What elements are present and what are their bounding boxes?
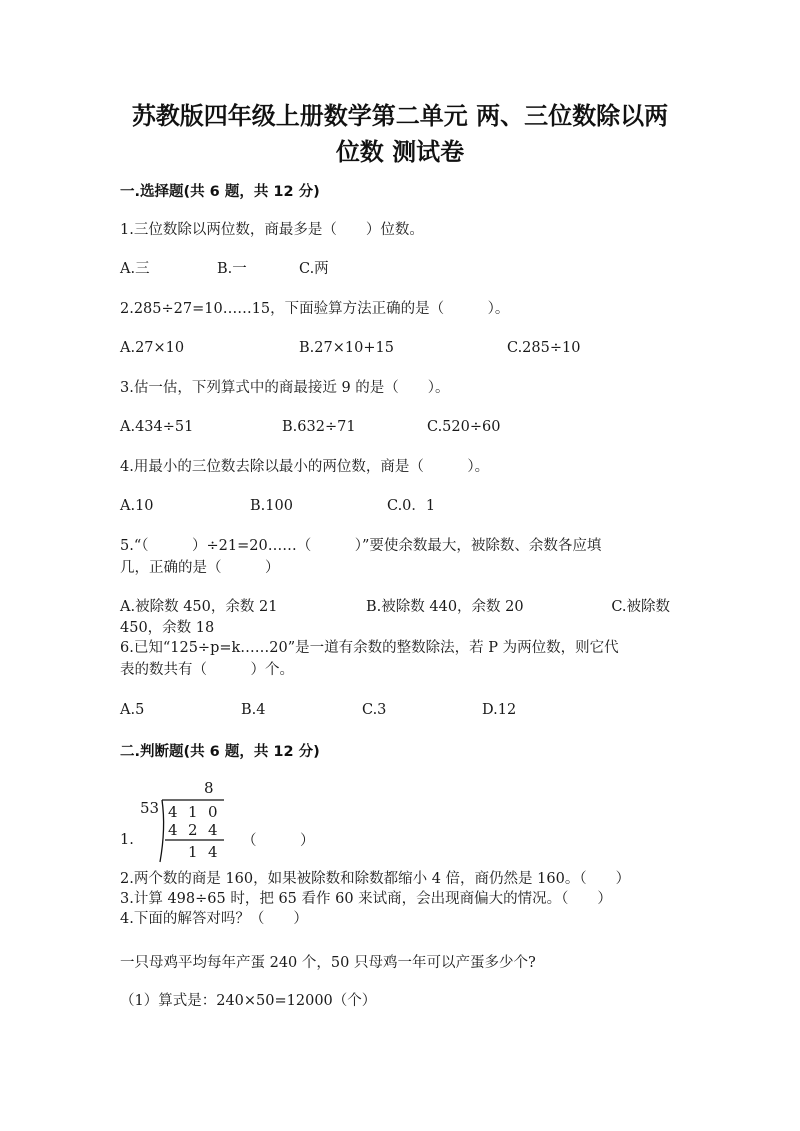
judgment-1-number: 1.	[120, 832, 134, 848]
question-5-option-a[interactable]: A.被除数 450，余数 21	[120, 599, 278, 615]
question-3-option-c[interactable]: C.520÷60	[427, 419, 501, 435]
long-division-figure	[140, 778, 230, 868]
product-digit: 4	[208, 821, 218, 839]
question-1-option-b[interactable]: B.一	[217, 261, 247, 277]
remainder-digit: 4	[208, 843, 218, 861]
page-title-line-1: 苏教版四年级上册数学第二单元 两、三位数除以两	[131, 102, 669, 130]
question-5-option-c-continued: 450，余数 18	[120, 620, 215, 636]
remainder-digit: 1	[188, 843, 198, 861]
question-6-option-d[interactable]: D.12	[482, 702, 517, 718]
question-5-stem-line-2: 几，正确的是（ ）	[120, 560, 280, 576]
question-2-option-a[interactable]: A.27×10	[120, 340, 185, 356]
question-5-option-b[interactable]: B.被除数 440，余数 20	[366, 599, 524, 615]
question-6-stem-line-2: 表的数共有（ ）个。	[120, 662, 294, 678]
judgment-4: 4.下面的解答对吗？（ ）	[120, 911, 308, 927]
page-title-line-2: 位数 测试卷	[335, 138, 465, 166]
dividend-digit: 1	[188, 803, 198, 821]
question-1-option-c[interactable]: C.两	[299, 261, 329, 277]
product-digit: 4	[168, 821, 178, 839]
product-digit: 2	[188, 821, 198, 839]
dividend-digit: 0	[208, 803, 218, 821]
judgment-3: 3.计算 498÷65 时，把 65 看作 60 来试商，会出现商偏大的情况。（ ）	[120, 891, 612, 907]
section-heading-judgment: 二.判断题(共 6 题，共 12 分)	[120, 744, 320, 760]
question-5-stem-line-1: 5.“（ ）÷21=20……（ ）”要使余数最大，被除数、余数各应填	[120, 538, 602, 554]
judgment-1-answer-parens[interactable]: （ ）	[242, 833, 315, 849]
question-1-stem: 1.三位数除以两位数，商最多是（ ）位数。	[120, 222, 424, 238]
question-4-stem: 4.用最小的三位数去除以最小的两位数，商是（ ）。	[120, 459, 490, 475]
question-2-stem: 2.285÷27=10……15，下面验算方法正确的是（ ）。	[120, 301, 510, 317]
question-6-option-b[interactable]: B.4	[241, 702, 266, 718]
judgment-4-problem: 一只母鸡平均每年产蛋 240 个，50 只母鸡一年可以产蛋多少个?	[120, 955, 536, 971]
quotient-digit: 8	[204, 779, 214, 797]
question-3-option-a[interactable]: A.434÷51	[120, 419, 194, 435]
question-5-option-c[interactable]: C.被除数	[611, 599, 670, 615]
question-4-option-c[interactable]: C.0．1	[387, 498, 436, 514]
question-6-option-a[interactable]: A.5	[120, 702, 145, 718]
question-4-option-b[interactable]: B.100	[250, 498, 293, 514]
question-2-option-c[interactable]: C.285÷10	[507, 340, 581, 356]
question-1-option-a[interactable]: A.三	[120, 261, 150, 277]
question-4-option-a[interactable]: A.10	[120, 498, 154, 514]
question-3-stem: 3.估一估，下列算式中的商最接近 9 的是（ ）。	[120, 380, 450, 396]
judgment-2: 2.两个数的商是 160，如果被除数和除数都缩小 4 倍，商仍然是 160。（ ）	[120, 871, 631, 887]
question-3-option-b[interactable]: B.632÷71	[282, 419, 356, 435]
judgment-4-solution-step-1: （1）算式是：240×50=12000（个）	[120, 993, 377, 1009]
section-heading-choice: 一.选择题(共 6 题，共 12 分)	[120, 184, 320, 200]
question-6-stem-line-1: 6.已知“125÷p=k……20”是一道有余数的整数除法，若 P 为两位数，则它代	[120, 640, 619, 656]
divisor: 53	[140, 799, 160, 817]
question-6-option-c[interactable]: C.3	[362, 702, 387, 718]
dividend-digit: 4	[168, 803, 178, 821]
question-2-option-b[interactable]: B.27×10+15	[299, 340, 394, 356]
